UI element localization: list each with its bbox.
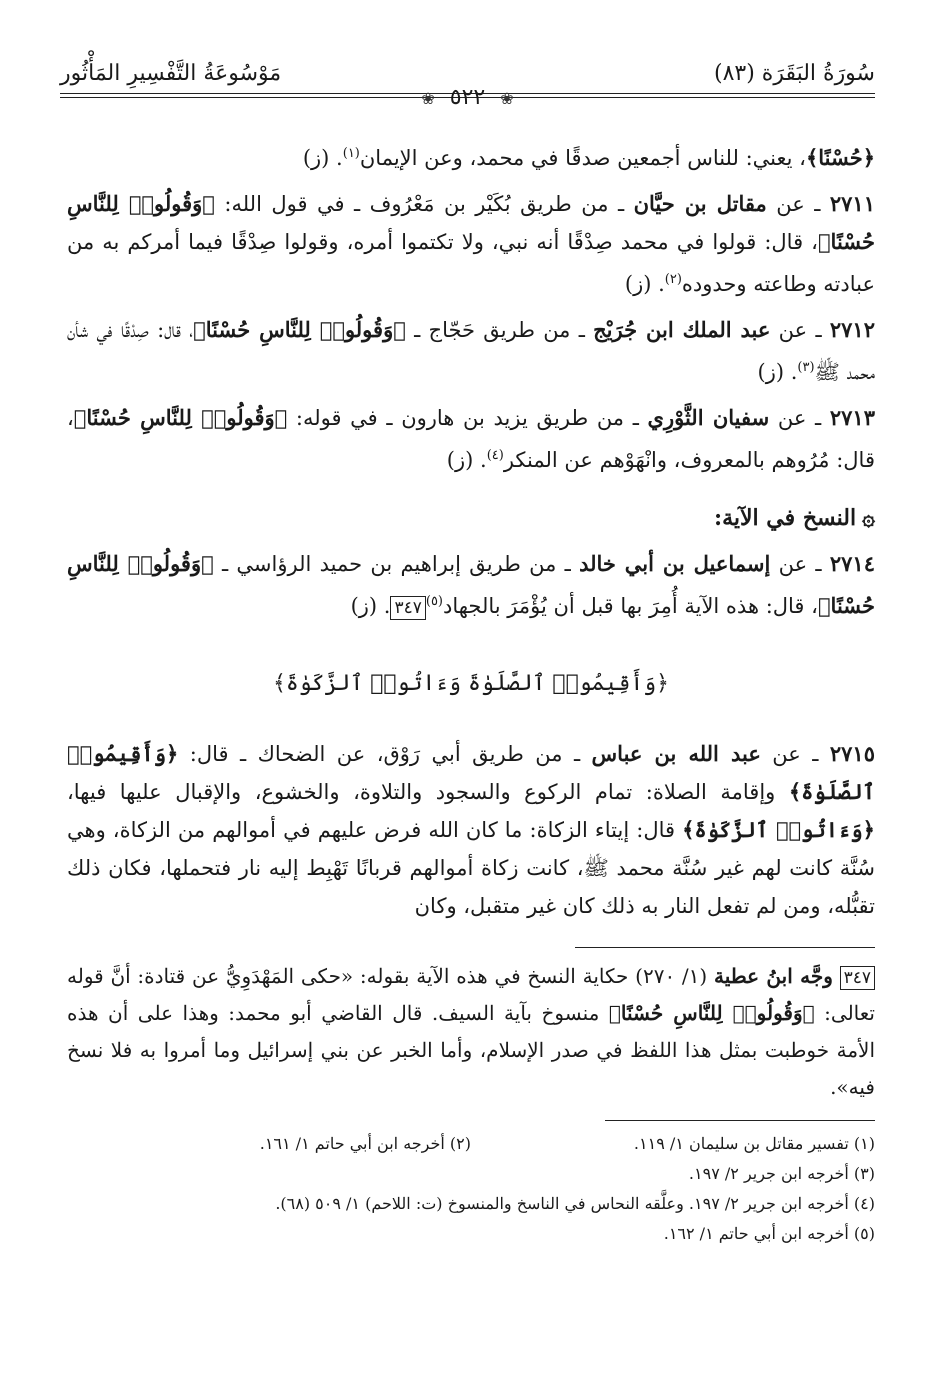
narrator-name: إسماعيل بن أبي خالد bbox=[579, 551, 771, 576]
narrator-name: عبد الملك ابن جُرَيْج bbox=[593, 317, 771, 342]
quran-quote: ﴿وَقُولُوا۟ لِلنَّاسِ حُسْنًا﴾ bbox=[67, 191, 875, 254]
notes-separator bbox=[575, 947, 875, 948]
source-code: . (ز) bbox=[446, 448, 487, 472]
footnote-3: (٣) أخرجه ابن جرير ٢/ ١٩٧. bbox=[688, 1164, 875, 1183]
narrator-name: مقاتل بن حيَّان bbox=[633, 191, 767, 216]
narration-number: ٢٧١٥ bbox=[829, 741, 875, 766]
narration-2715 bbox=[67, 735, 875, 925]
footnotes bbox=[67, 1129, 875, 1249]
text-fragment: ـ من طريق حَجّاج ـ bbox=[405, 318, 594, 342]
boxed-note-ref: ٣٤٧ bbox=[390, 596, 425, 620]
footnote-4: (٤) أخرجه ابن جرير ٢/ ١٩٧. وعلَّقه النحاس في الناسخ والمنسوخ (ت: اللاحم) ١/ ٥٠٩ (٦٨). bbox=[275, 1194, 875, 1213]
text-fragment: ـ عن bbox=[770, 552, 830, 576]
narration-2713 bbox=[67, 399, 875, 479]
source-code: . (ز) bbox=[624, 272, 665, 296]
source-code: . (ز) bbox=[350, 594, 391, 618]
source-code: . (ز) bbox=[302, 146, 343, 170]
ayah-heading: ﴿وَأَقِيمُوا۟ ٱلصَّلَوٰةَ وَءَاتُوا۟ ٱلزَّكَوٰةَ﴾ bbox=[272, 671, 670, 696]
commentary-note bbox=[67, 958, 875, 1106]
text-fragment: حكاية النسخ في هذه الآية بقوله: «حكى المَهْدَوِيُّ عن قتادة: أنَّ قوله تعالى: bbox=[67, 964, 875, 1025]
surah-title: سُورَةُ البَقَرَة (٨٣) bbox=[713, 61, 875, 86]
footnotes-separator bbox=[605, 1120, 875, 1121]
narration-2712 bbox=[67, 311, 875, 391]
section-heading bbox=[67, 499, 875, 537]
quran-quote: ﴿وَقُولُوا۟ لِلنَّاسِ حُسْنًا﴾ bbox=[67, 551, 875, 618]
flower-ornament-icon: ❀ bbox=[500, 89, 514, 108]
footnote-ref: (٣) bbox=[797, 360, 815, 375]
text-fragment: ـ عن bbox=[766, 192, 830, 216]
text-fragment: ـ من طريق بُكَيْر بن مَعْرُوف ـ في قول الله: bbox=[214, 192, 634, 216]
footnote-1: (١) تفسير مقاتل بن سليمان ١/ ١١٩. bbox=[633, 1134, 875, 1153]
star-ornament-icon: ۞ bbox=[862, 505, 875, 531]
footnote-ref: (١) bbox=[342, 146, 360, 161]
source-code: . (ز) bbox=[757, 360, 798, 384]
paragraph-continuation bbox=[67, 135, 875, 177]
text-fragment: وإقامة الصلاة: تمام الركوع والسجود والتلاوة، والخشوع، والإقبال عليها فيها، bbox=[67, 780, 789, 804]
narration-2714 bbox=[67, 545, 875, 625]
page-header bbox=[60, 55, 875, 110]
text-fragment: ـ من طريق أبي رَوْق، عن الضحاك ـ قال: bbox=[178, 742, 592, 766]
boxed-note-number: ٣٤٧ bbox=[840, 966, 875, 990]
narration-number: ٢٧١٣ bbox=[829, 405, 875, 430]
paragraph-text: ، يعني: للناس أجمعين صدقًا في محمد، وعن الإيمان bbox=[359, 146, 806, 170]
quran-quote: ﴿وَقُولُوا۟ لِلنَّاسِ حُسْنًا﴾ bbox=[73, 405, 288, 430]
text-fragment: ـ من طريق يزيد بن هارون ـ في قوله: bbox=[287, 406, 648, 430]
text-fragment: ، قال: مُرُوهم بالمعروف، وانْهَوْهم عن المنكر bbox=[67, 406, 875, 472]
text-fragment: ـ عن bbox=[769, 406, 830, 430]
quran-quote: ﴿وَءَاتُوا۟ ٱلزَّكَوٰةَ﴾ bbox=[682, 817, 875, 842]
text-fragment: ، قال: صِدْقًا في شأن محمد ﷺ bbox=[67, 318, 875, 384]
footnote-ref: (٥) bbox=[425, 594, 443, 609]
text-fragment: ـ من طريق إبراهيم بن حميد الرؤاسي ـ bbox=[213, 552, 580, 576]
book-title: مَوْسُوعَةُ التَّفْسِيرِ المَأْثُور bbox=[60, 61, 282, 86]
text-fragment: ـ عن bbox=[760, 742, 830, 766]
text-fragment: ـ عن bbox=[770, 318, 830, 342]
narration-number: ٢٧١٢ bbox=[829, 317, 875, 342]
narrator-name: عبد الله بن عباس bbox=[591, 741, 761, 766]
flower-ornament-icon: ❀ bbox=[421, 89, 435, 108]
narration-number: ٢٧١٤ bbox=[829, 551, 875, 576]
narration-2711 bbox=[67, 185, 875, 303]
text-fragment: قال: إيتاء الزكاة: ما كان الله فرض عليهم في أموالهم من الزكاة، وهي سُنَّة كانت لهم غير سُنَّة محمد ﷺ، كانت زكاة أموالهم قربانًا تَهْبِط إليه نار فتحملها، فكان ذلك تقبُّله، ومن لم تفعل النار به ذلك كان غير متقبل، وكان bbox=[67, 818, 875, 918]
page-number: ٥٢٢ bbox=[449, 85, 486, 110]
footnote-5: (٥) أخرجه ابن أبي حاتم ١/ ١٦٢. bbox=[663, 1224, 875, 1243]
text-fragment: منسوخ بآية السيف. قال القاضي أبو محمد: وهذا على أن هذه الأمة خوطبت بمثل هذا اللفظ في صدر الإسلام، وأما الخبر عن بني إسرائيل وما أمروا به فلا نسخ فيه». bbox=[67, 1001, 875, 1099]
quran-quote: ﴿وَأَقِيمُوا۟ ٱلصَّلَوٰةَ﴾ bbox=[67, 741, 875, 804]
quran-quote: ﴿حُسْنًا﴾ bbox=[805, 145, 875, 170]
text-fragment: ، قال: هذه الآية أُمِرَ بها قبل أن يُؤْمَرَ بالجهاد bbox=[443, 594, 818, 618]
commentator-name: وجَّه ابنُ عطية bbox=[713, 964, 833, 988]
narrator-name: سفيان الثَّوْرِي bbox=[647, 405, 770, 430]
note-reference: (١/ ٢٧٠) bbox=[635, 964, 708, 988]
page-number-group bbox=[413, 85, 521, 110]
quran-quote: ﴿وَقُولُوا۟ لِلنَّاسِ حُسْنًا﴾ bbox=[193, 317, 406, 342]
footnote-ref: (٢) bbox=[664, 272, 682, 287]
footnote-ref: (٤) bbox=[486, 448, 504, 463]
main-text bbox=[67, 135, 875, 1249]
narration-number: ٢٧١١ bbox=[829, 191, 875, 216]
section-heading-text: النسخ في الآية: bbox=[713, 505, 857, 531]
quran-quote: ﴿وَقُولُوا۟ لِلنَّاسِ حُسْنًا﴾ bbox=[608, 1001, 815, 1025]
footnote-row bbox=[67, 1129, 875, 1159]
text-fragment: ، قال: قولوا في محمد صِدْقًا أنه نبي، ولا تكتموا أمره، وقولوا صِدْقًا فيما أمركم به من عبادته وطاعته وحدوده bbox=[67, 230, 875, 296]
footnote-2: (٢) أخرجه ابن أبي حاتم ١/ ١٦١. bbox=[259, 1134, 471, 1153]
